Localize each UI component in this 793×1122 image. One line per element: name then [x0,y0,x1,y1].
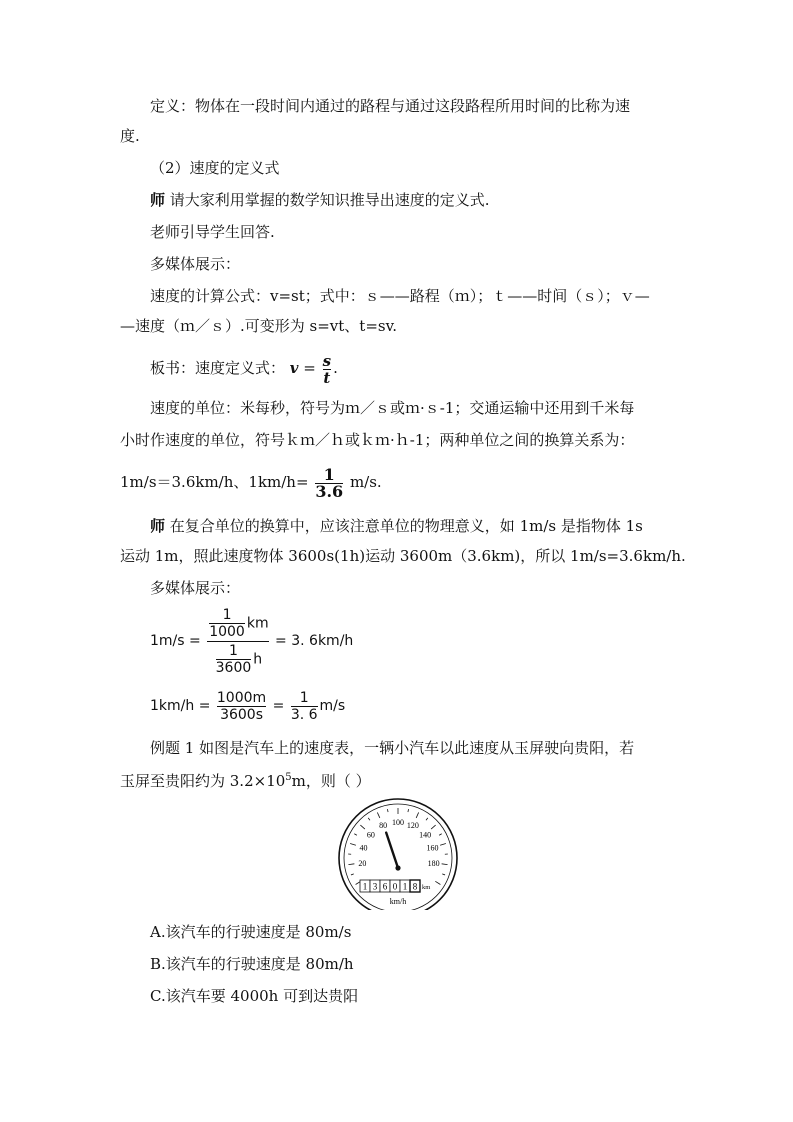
eq1-complex-fraction [207,607,268,676]
example-line-2 [120,768,371,791]
speedometer-scale-label: 140 [419,830,432,840]
board-equals: = [303,359,316,377]
speedometer-scale-label: 60 [366,830,375,840]
speedometer-tick [442,864,448,865]
example-exponent: 5 [285,772,292,783]
conversion-denominator: 3.6 [315,481,344,501]
eq1-lower [207,642,268,676]
speedometer-scale-label: 100 [392,818,404,827]
equation-2 [150,686,345,726]
option-a: A.该汽车的行驶速度是 80m/s [150,923,352,941]
odometer [360,880,430,892]
speedometer-tick [416,812,418,817]
speedometer-tick [350,844,356,846]
equation-1 [150,606,353,676]
odometer-digit: 3 [372,881,378,892]
speedometer-tick [354,834,357,835]
eq2-fraction-2 [291,690,318,723]
teacher-label: 师 [150,191,166,209]
board-period: . [333,359,338,377]
speedometer-tick [377,812,379,817]
eq2-equals: = [272,698,285,714]
eq1-upper-den: 1000 [209,623,245,640]
teacher-paragraph-2 [150,516,643,536]
teacher-text: 请大家利用掌握的数学知识推导出速度的定义式. [169,191,490,209]
speedometer-tick [442,874,445,875]
board-denominator: t [323,368,331,387]
eq1-upper-frac [209,607,245,640]
odometer-digit: 1 [402,881,408,892]
eq1-upper-unit: km [246,615,269,631]
eq1-lower-num: 1 [229,642,238,659]
multimedia-label-1: 多媒体展示： [150,255,241,273]
eq1-upper [207,607,268,642]
needle-hub [395,865,400,870]
board-fraction [323,353,331,386]
conversion-fraction [315,464,344,501]
conversion-prefix: 1m/s＝3.6km/h、1km/h= [120,473,309,491]
eq2-num-1: 1000m [216,689,267,706]
speedometer-scale-label: 160 [426,843,439,853]
conversion-numerator: 1 [323,464,335,484]
example-line-1: 例题 1 如图是汽车上的速度表，一辆小汽车以此速度从玉屏驶向贵阳，若 [150,739,635,757]
speedometer-tick [431,825,436,829]
formula-line-1: 速度的计算公式：v=st；式中：ｓ——路程（ｍ）；ｔ——时间（ｓ）；ｖ— [150,287,650,305]
speedometer-tick [440,844,446,846]
speedometer-scale-label: 80 [379,821,388,831]
speedometer-scale-label: 180 [427,858,440,868]
section-heading: （2）速度的定义式 [150,159,280,177]
option-c: C.该汽车要 4000h 可到达贵阳 [150,987,359,1005]
teacher-text-2: 在复合单位的换算中，应该注意单位的物理意义，如 1m/s 是指物体 1s [169,517,643,535]
board-v: v [289,359,299,377]
conversion-line [120,462,382,502]
example-text-b: m，则（ ） [291,772,371,790]
example-text-a: 玉屏至贵阳约为 3.2×10 [120,772,286,790]
guidance-text: 老师引导学生回答. [150,223,275,241]
eq2-num-2: 1 [299,689,309,706]
speedometer-tick [426,818,428,820]
speedometer-tick [348,864,354,865]
speedometer-needle [386,833,398,868]
units-line-1: 速度的单位：米每秒，符号为ｍ／ｓ或ｍ·ｓ-1；交通运输中还用到千米每 [150,399,635,417]
teacher-paragraph-1 [150,190,490,210]
option-b: B.该汽车的行驶速度是 80m/h [150,955,354,973]
eq2-fraction-1 [217,690,266,723]
speedometer-tick [435,881,440,884]
definition-line-2: 度. [120,127,140,145]
eq1-lower-unit: h [253,651,263,667]
speedometer-scale-label: 40 [359,843,368,853]
eq1-upper-num: 1 [222,606,232,623]
speedometer-tick [368,818,370,820]
speedometer-tick [439,834,442,835]
odometer-digit: 8 [412,881,418,892]
speedometer-scale-label: 20 [358,858,367,868]
eq1-left: 1m/s = [150,633,201,649]
eq2-den-2: 3. 6 [290,706,318,723]
units-line-2: 小时作速度的单位，符号ｋｍ／ｈ或ｋｍ·ｈ-1；两种单位之间的换算关系为： [120,431,635,449]
board-label: 板书：速度定义式： [150,359,286,377]
odometer-unit: km [422,884,431,891]
eq1-lower-den: 3600 [215,659,252,676]
teacher-paragraph-2-line-2: 运动 1m，照此速度物体 3600s(1h)运动 3600m（3.6km)，所以 1m/s=3.6km/h. [120,547,686,565]
speedometer-tick [408,809,409,812]
formula-line-2: —速度（ｍ／ｓ）.可变形为 s=vt、t=sv. [120,317,398,335]
speedometer-scale-labels [358,818,439,868]
eq1-right: = 3. 6km/h [275,633,354,649]
odometer-digit: 1 [362,881,368,892]
eq2-den-1: 3600s [217,706,266,723]
eq2-left: 1km/h = [150,698,211,714]
odometer-digit: 6 [382,881,388,892]
odometer-digit: 0 [392,881,398,892]
eq2-unit: m/s [319,698,346,714]
speedometer-tick [360,825,365,829]
conversion-suffix: m/s. [349,473,382,491]
speedometer-unit-label: km/h [389,897,407,906]
speedometer-figure [336,796,460,910]
teacher-label-2: 师 [150,517,166,535]
eq1-lower-frac [216,643,252,676]
board-definition [150,350,338,386]
definition-line-1: 定义：物体在一段时间内通过的路程与通过这段路程所用时间的比称为速 [150,97,631,115]
board-numerator: s [322,351,332,370]
speedometer-scale-label: 120 [406,821,419,831]
multimedia-label-2: 多媒体展示： [150,579,241,597]
speedometer-tick [387,809,388,812]
speedometer-tick [351,874,354,875]
